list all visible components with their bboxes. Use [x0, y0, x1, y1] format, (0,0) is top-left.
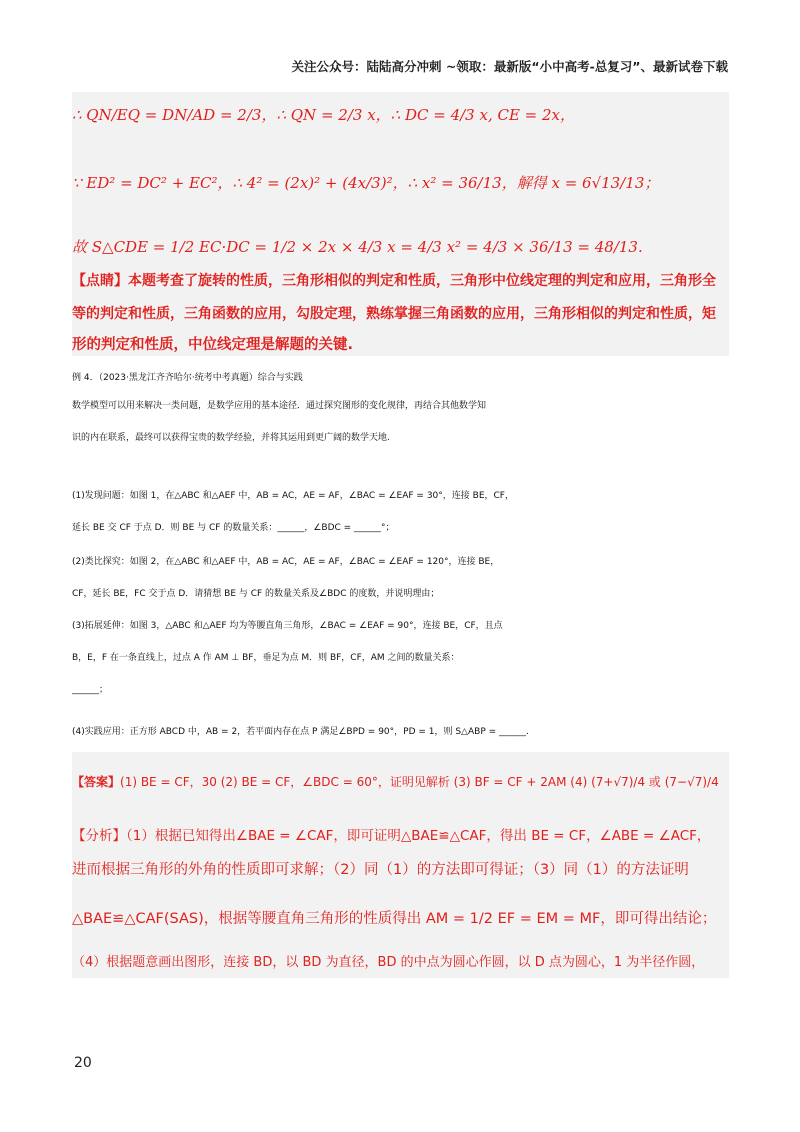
- solution-line-3: 故 S△CDE = 1/2 EC·DC = 1/2 × 2x × 4/3 x = 4/3 x² = 4/3 × 36/13 = 48/13.: [72, 238, 643, 256]
- answer-label: 【答案】: [72, 775, 121, 789]
- question-4-line-1: (4)实践应用：正方形 ABCD 中，AB = 2，若平面内存在点 P 满足∠BPD = 90°，PD = 1，则 S△ABP = ______.: [72, 727, 529, 737]
- solution-line-1: ∴ QN/EQ = DN/AD = 2/3，∴ QN = 2/3 x，∴ DC = 4/3 x, CE = 2x，: [72, 106, 576, 124]
- question-2-line-2: CF，延长 BE，FC 交于点 D．请猜想 BE 与 CF 的数量关系及∠BDC 的度数，并说明理由；: [72, 589, 440, 599]
- example-title: 例 4．（2023·黑龙江齐齐哈尔·统考中考真题）综合与实践: [72, 373, 303, 383]
- question-3-line-2: B，E，F 在一条直线上，过点 A 作 AM ⊥ BF，垂足为点 M．则 BF，CF，AM 之间的数量关系：: [72, 653, 460, 663]
- answer-block: [72, 752, 729, 978]
- question-2-line-1: (2)类比探究：如图 2，在△ABC 和△AEF 中，AB = AC，AE = AF，∠BAC = ∠EAF = 120°，连接 BE，: [72, 557, 500, 567]
- comment-line-3: 形的判定和性质，中位线定理是解题的关键.: [72, 337, 354, 353]
- answer-text: (1) BE = CF，30 (2) BE = CF，∠BDC = 60°，证明见解析 (3) BF = CF + 2AM (4) (7+√7)/4 或 (7−√7)/4: [120, 775, 719, 789]
- analysis-line-2: 进而根据三角形的外角的性质即可求解；（2）同（1）的方法即可得证；（3）同（1）的方法证明: [72, 862, 689, 878]
- analysis-line-4: （4）根据题意画出图形，连接 BD，以 BD 为直径，BD 的中点为圆心作圆，以 D 点为圆心，1 为半径作圆，: [72, 955, 705, 970]
- question-1-line-2: 延长 BE 交 CF 于点 D．则 BE 与 CF 的数量关系：______，∠BDC = ______°；: [72, 523, 395, 533]
- question-1-line-1: (1)发现问题：如图 1，在△ABC 和△AEF 中，AB = AC，AE = AF，∠BAC = ∠EAF = 30°，连接 BE，CF，: [72, 491, 514, 501]
- question-3-line-1: (3)拓展延伸：如图 3，△ABC 和△AEF 均为等腰直角三角形，∠BAC = ∠EAF = 90°，连接 BE，CF，且点: [72, 621, 503, 631]
- comment-line-1: 【点睛】本题考查了旋转的性质，三角形相似的判定和性质，三角形中位线定理的判定和应用，三角形全: [72, 273, 716, 289]
- example-intro-2: 识的内在联系，最终可以获得宝贵的数学经验，并将其运用到更广阔的数学天地.: [72, 433, 390, 443]
- page-header: 关注公众号：陆陆高分冲刺 ~领取：最新版“小中高考-总复习”、最新试卷下载: [291, 59, 728, 74]
- page-number: 20: [74, 1055, 92, 1071]
- answer-line: [72, 776, 719, 788]
- example-intro-1: 数学模型可以用来解决一类问题，是数学应用的基本途径．通过探究图形的变化规律，再结合其他数学知: [72, 401, 487, 411]
- analysis-line-1: 【分析】（1）根据已知得出∠BAE = ∠CAF，即可证明△BAE≌△CAF，得出 BE = CF，∠ABE = ∠ACF，: [72, 828, 711, 844]
- solution-block: [72, 92, 729, 356]
- question-3-line-3: ______；: [72, 685, 109, 695]
- analysis-line-3: △BAE≌△CAF(SAS)，根据等腰直角三角形的性质得出 AM = 1/2 EF = EM = MF，即可得出结论；: [72, 911, 717, 927]
- comment-line-2: 等的判定和性质，三角函数的应用，勾股定理，熟练掌握三角函数的应用，三角形相似的判定和性质，矩: [72, 306, 716, 322]
- solution-line-2: ∵ ED² = DC² + EC²，∴ 4² = (2x)² + (4x/3)²，∴ x² = 36/13，解得 x = 6√13/13；: [72, 174, 660, 192]
